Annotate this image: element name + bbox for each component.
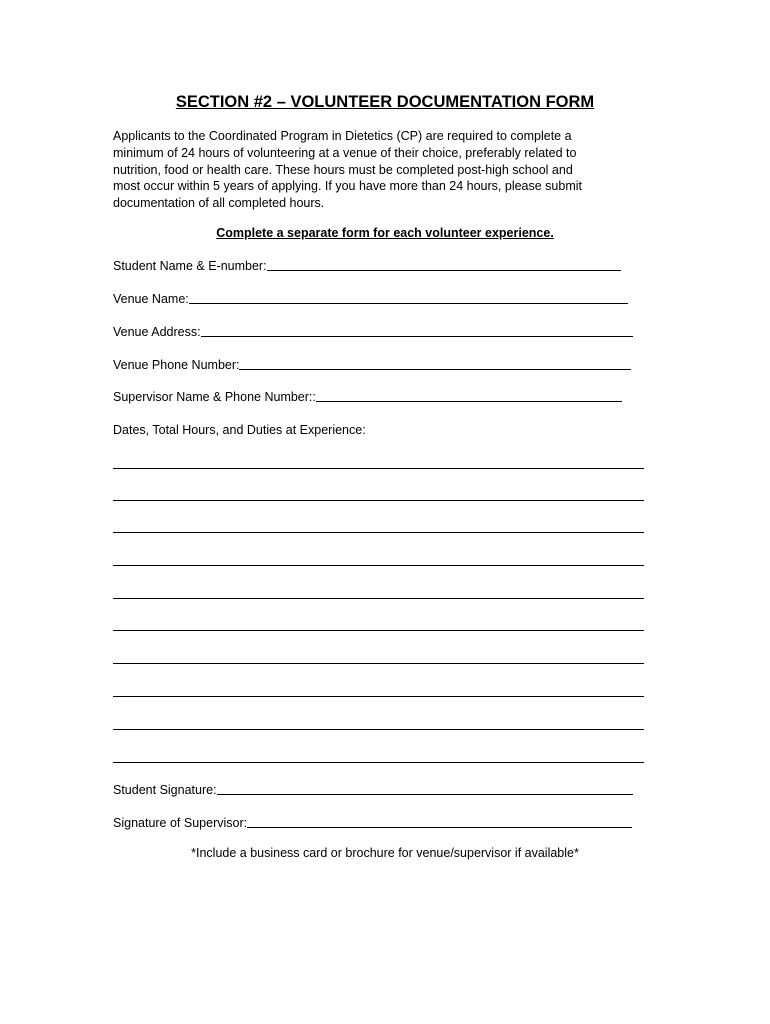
student-signature-line[interactable] xyxy=(217,780,633,795)
supervisor-signature-line[interactable] xyxy=(247,813,632,828)
venue-address-line[interactable] xyxy=(201,322,633,337)
duties-line-8[interactable] xyxy=(113,696,644,697)
student-name-label: Student Name & E-number: xyxy=(113,259,267,273)
student-signature-label: Student Signature: xyxy=(113,783,217,797)
duties-line-7[interactable] xyxy=(113,663,644,664)
intro-line: Applicants to the Coordinated Program in Dietetics (CP) are required to complete a xyxy=(113,129,572,143)
duties-line-2[interactable] xyxy=(113,500,644,501)
student-signature-field[interactable] xyxy=(113,779,633,797)
intro-paragraph xyxy=(113,128,643,212)
venue-name-line[interactable] xyxy=(189,289,628,304)
supervisor-line[interactable] xyxy=(316,387,622,402)
student-name-field[interactable] xyxy=(113,255,621,273)
venue-phone-line[interactable] xyxy=(239,355,631,370)
venue-name-label: Venue Name: xyxy=(113,292,189,306)
duties-line-6[interactable] xyxy=(113,630,644,631)
student-name-line[interactable] xyxy=(267,256,621,271)
intro-line: documentation of all completed hours. xyxy=(113,196,325,211)
duties-line-9[interactable] xyxy=(113,729,644,730)
duties-line-4[interactable] xyxy=(113,565,644,566)
dates-duties-field xyxy=(113,419,366,437)
duties-line-3[interactable] xyxy=(113,532,644,533)
supervisor-signature-label: Signature of Supervisor: xyxy=(113,816,248,830)
venue-address-field[interactable] xyxy=(113,321,633,339)
duties-line-5[interactable] xyxy=(113,598,644,599)
instruction-note: Complete a separate form for each volunteer experience. xyxy=(216,226,554,240)
supervisor-label: Supervisor Name & Phone Number:: xyxy=(113,390,316,404)
venue-phone-label: Venue Phone Number: xyxy=(113,358,240,372)
dates-duties-label: Dates, Total Hours, and Duties at Experience: xyxy=(113,423,366,437)
supervisor-field[interactable] xyxy=(113,386,622,404)
venue-name-field[interactable] xyxy=(113,288,628,306)
duties-line-10[interactable] xyxy=(113,762,644,763)
venue-phone-field[interactable] xyxy=(113,354,631,372)
intro-line: most occur within 5 years of applying. If you have more than 24 hours, please submit xyxy=(113,179,582,194)
duties-line-1[interactable] xyxy=(113,468,644,469)
supervisor-signature-field[interactable] xyxy=(113,812,632,830)
intro-line: nutrition, food or health care. These hours must be completed post-high school and xyxy=(113,162,573,177)
intro-line: minimum of 24 hours of volunteering at a venue of their choice, preferably related to xyxy=(113,145,577,160)
footer-note: *Include a business card or brochure for venue/supervisor if available* xyxy=(191,846,579,860)
form-title: SECTION #2 – VOLUNTEER DOCUMENTATION FORM xyxy=(175,93,595,111)
venue-address-label: Venue Address: xyxy=(113,325,201,339)
